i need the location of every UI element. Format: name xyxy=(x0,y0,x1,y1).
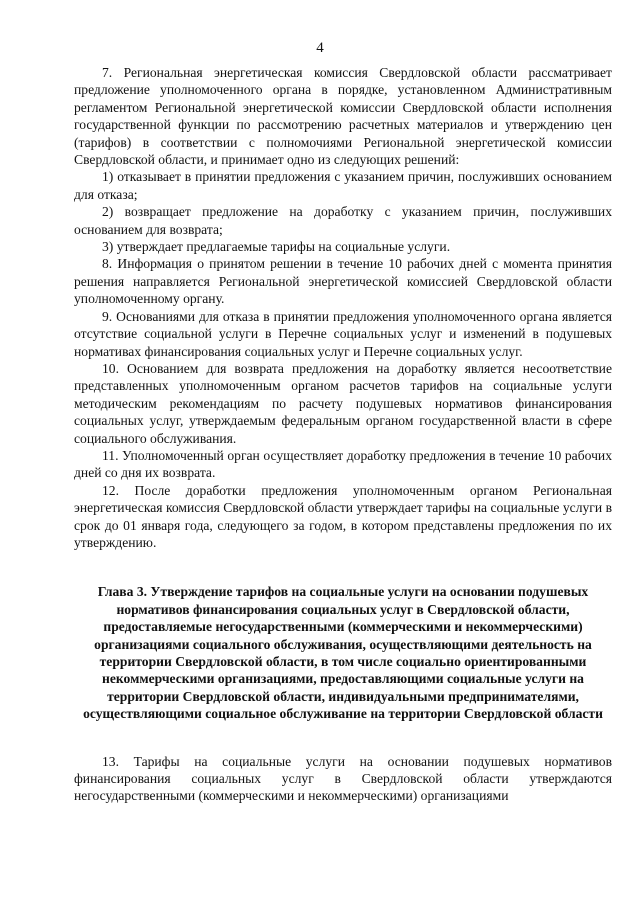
paragraph-13: 13. Тарифы на социальные услуги на основании подушевых нормативов финансирования социальных услуг в Свердловской области утверждаются негосударственными (коммерческими и некоммерческими) организациями xyxy=(74,753,612,804)
list-item-2: 2) возвращает предложение на доработку с указанием причин, послуживших основанием для возврата; xyxy=(74,204,612,237)
paragraph-8: 8. Информация о принятом решении в течение 10 рабочих дней с момента принятия решения направляется Региональной энергетической комиссией Свердловской области уполномоченному органу. xyxy=(74,256,612,307)
document-body xyxy=(74,64,612,805)
paragraph-12: 12. После доработки предложения уполномоченным органом Региональная энергетическая комиссия Свердловской области утверждает тарифы на социальные услуги в срок до 01 января года, следующего за годом, в котором представлены предложения по их утверждению. xyxy=(74,482,612,550)
paragraph-9: 9. Основаниями для отказа в принятии предложения уполномоченного органа является отсутствие социальной услуги в Перечне социальных услуг и изменений в подушевых нормативах финансирования социальных услуг и Перечне социальных услуг. xyxy=(74,308,612,359)
list-item-1: 1) отказывает в принятии предложения с указанием причин, послуживших основанием для отказа; xyxy=(74,169,612,202)
paragraph-10: 10. Основанием для возврата предложения на доработку является несоответствие представленных уполномоченным органом расчетов тарифов на социальные услуги методическим рекомендациям по расчету подушевых нормативов финансирования социальных услуг, утверждаемым федеральным органом государственной власти в сфере социального обслуживания. xyxy=(74,360,612,446)
list-item-3: 3) утверждает предлагаемые тарифы на социальные услуги. xyxy=(102,239,451,255)
paragraph-11: 11. Уполномоченный орган осуществляет доработку предложения в течение 10 рабочих дней со дня их возврата. xyxy=(74,447,612,481)
paragraph-7: 7. Региональная энергетическая комиссия Свердловской области рассматривает предложение уполномоченного органа в порядке, установленном Административным регламентом Региональной энергетической комиссии Свердловской области исполнения государственной функции по рассмотрению расчетных материалов и утверждению цен (тарифов) в соответствии с полномочиями Региональной энергетической комиссии Свердловской области, и принимает одно из следующих решений: xyxy=(74,65,612,168)
chapter-heading: Глава 3. Утверждение тарифов на социальные услуги на основании подушевых нормативов финансирования социальных услуг в Свердловской области, предоставляемые негосударственными (коммерческими и некоммерческими) организациями социального обслуживания, осуществляющими деятельность на территории Свердловской области, в том числе социально ориентированными некоммерческими организациями, предоставляющими социальные услуги на территории Свердловской области, индивидуальными предпринимателями, осуществляющими социальное обслуживание на территории Свердловской области xyxy=(83,584,603,722)
page-number: 4 xyxy=(316,40,324,56)
